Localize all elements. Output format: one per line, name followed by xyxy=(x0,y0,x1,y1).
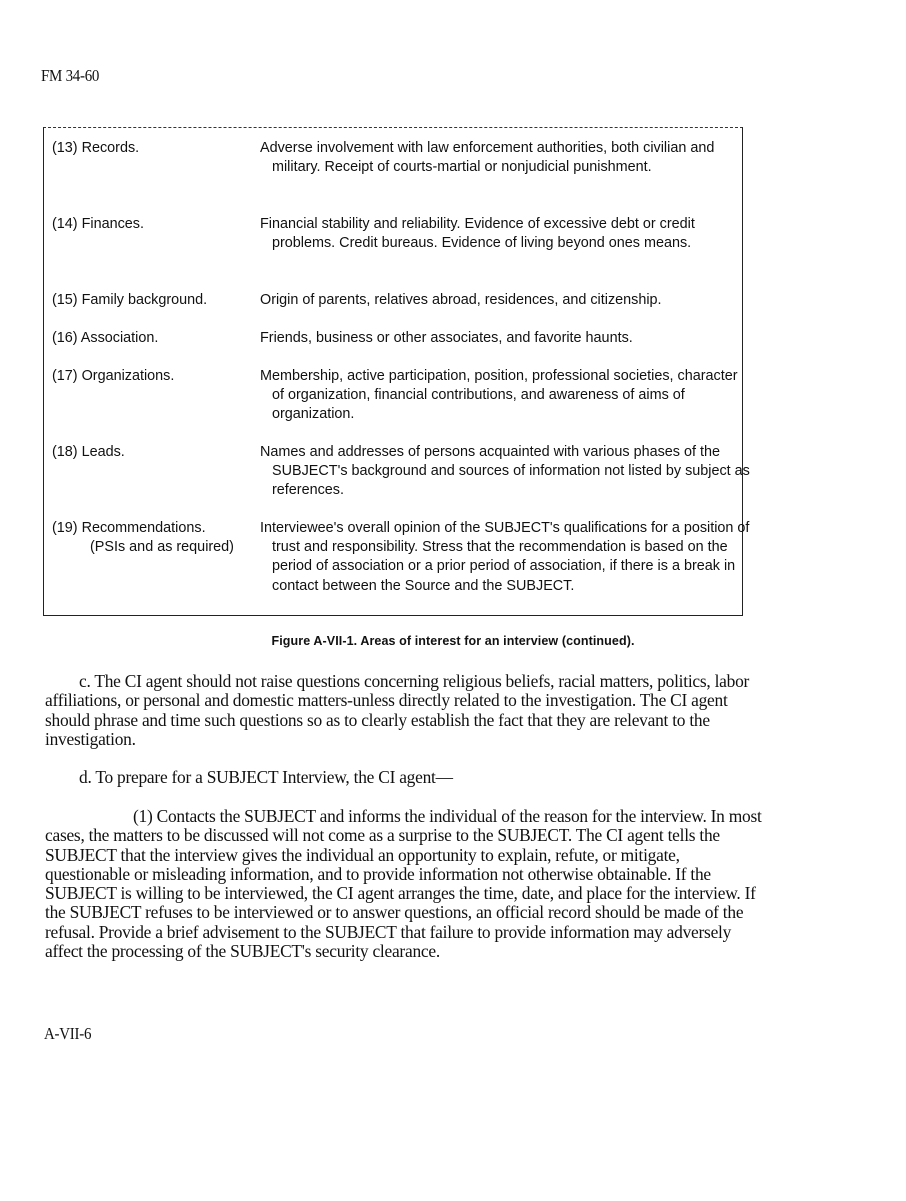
row-description: Friends, business or other associates, and favorite haunts. xyxy=(260,330,633,346)
row-label xyxy=(52,519,252,557)
row-label: (14) Finances. xyxy=(52,216,144,232)
page-header: FM 34-60 xyxy=(41,66,100,85)
row-label: (16) Association. xyxy=(52,330,159,346)
paragraph-d1: (1) Contacts the SUBJECT and informs the individual of the reason for the interview. In most cases, the matters to be discussed will not come as a surprise to the SUBJECT. The CI agent tells the SUBJECT that the interview gives the individual an opportunity to explain, refute, or mitigate, questionable or misleading information, and to provide information not otherwise obtainable. If the SUBJECT is willing to be interviewed, the CI agent arranges the time, date, and place for the interview. If the SUBJECT refuses to be interviewed or to answer questions, an official record should be made of the refusal. Provide a brief advisement to the SUBJECT that failure to provide information may adversely affect the processing of the SUBJECT's security clearance. xyxy=(45,806,762,962)
figure-caption: Figure A-VII-1. Areas of interest for an interview (continued). xyxy=(271,634,635,648)
row-label: (17) Organizations. xyxy=(52,368,175,384)
paragraph-c: c. The CI agent should not raise questions concerning religious beliefs, racial matters, politics, labor affiliations, or personal and domestic matters-unless directly related to the investigation. The CI agent should phrase and time such questions so as to clearly establish the fact that they are relevant to the investigation. xyxy=(45,671,750,749)
row-label: (18) Leads. xyxy=(52,444,125,460)
page-footer: A-VII-6 xyxy=(44,1024,92,1043)
row-description: Financial stability and reliability. Evidence of excessive debt or credit problems. Credit bureaus. Evidence of living beyond ones means. xyxy=(260,216,695,252)
row-description: Interviewee's overall opinion of the SUBJECT's qualifications for a position of trust and responsibility. Stress that the recommendation is based on the period of association or a prior period of association, if there is a break in contact between the Source and the SUBJECT. xyxy=(260,520,750,594)
figure-table xyxy=(43,127,750,616)
row-label-sub: (PSIs and as required) xyxy=(90,539,234,556)
row-label: (15) Family background. xyxy=(52,292,208,308)
row-description: Membership, active participation, position, professional societies, character of organization, financial contributions, and awareness of aims of organization. xyxy=(260,368,738,423)
row-label: (13) Records. xyxy=(52,140,140,156)
row-description: Origin of parents, relatives abroad, residences, and citizenship. xyxy=(260,292,662,308)
row-description: Adverse involvement with law enforcement authorities, both civilian and military. Receipt of courts-martial or nonjudicial punishment. xyxy=(260,140,715,176)
paragraph-d: d. To prepare for a SUBJECT Interview, the CI agent— xyxy=(79,767,453,787)
row-label-main: (19) Recommendations. xyxy=(52,520,206,536)
row-description: Names and addresses of persons acquainted with various phases of the SUBJECT's background and sources of information not listed by subject as references. xyxy=(260,444,750,499)
